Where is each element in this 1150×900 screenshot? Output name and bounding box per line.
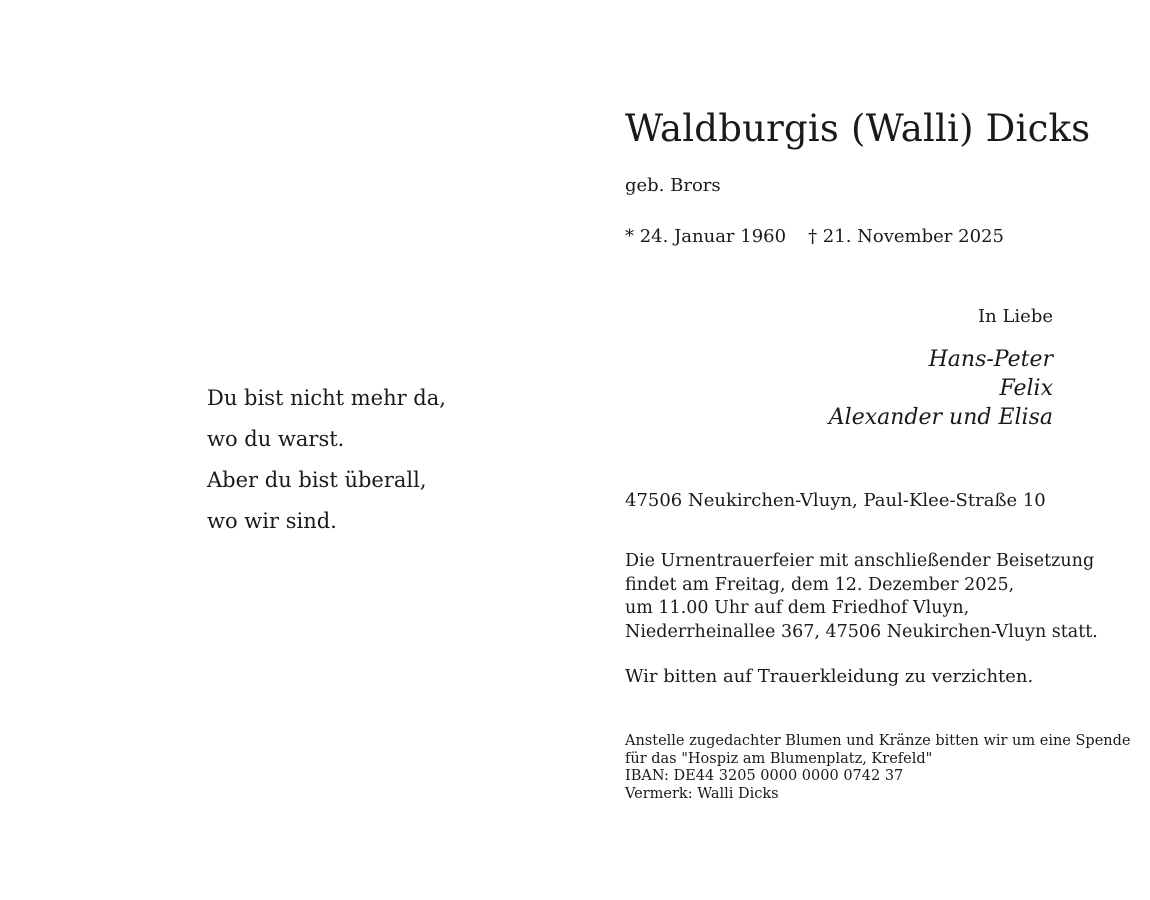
ceremony-line: um 11.00 Uhr auf dem Friedhof Vluyn,	[625, 598, 970, 618]
donation-line: für das "Hospiz am Blumenplatz, Krefeld"	[625, 750, 933, 767]
donation-line: IBAN: DE44 3205 0000 0000 0742 37	[625, 768, 904, 784]
poem-line: wo wir sind.	[207, 509, 337, 533]
donation-line: Anstelle zugedachter Blumen und Kränze bitten wir um eine Spende	[625, 733, 1131, 749]
mourner-name: Hans-Peter	[928, 347, 1053, 372]
donation-info	[625, 733, 1131, 803]
poem-line: wo du warst.	[207, 427, 345, 451]
family-address: 47506 Neukirchen-Vluyn, Paul-Klee-Straße 10	[625, 490, 1046, 511]
poem	[207, 378, 537, 542]
mourners-list	[829, 345, 1053, 432]
death-date: † 21. November 2025	[808, 226, 1004, 247]
birth-name: geb. Brors	[625, 175, 721, 196]
donation-line: Vermerk: Walli Dicks	[625, 785, 779, 802]
ceremony-line: Die Urnentrauerfeier mit anschließender Beisetzung	[625, 551, 1095, 571]
ceremony-info	[625, 550, 1098, 644]
life-dates	[625, 226, 1004, 247]
birth-date: * 24. Januar 1960	[625, 226, 787, 247]
poem-line: Aber du bist überall,	[207, 468, 427, 492]
ceremony-line: findet am Freitag, dem 12. Dezember 2025,	[625, 574, 1015, 595]
deceased-name: Waldburgis (Walli) Dicks	[625, 107, 1091, 150]
mourner-name: Felix	[999, 376, 1053, 401]
ceremony-line: Niederrheinallee 367, 47506 Neukirchen-Vluyn statt.	[625, 621, 1098, 642]
dress-note: Wir bitten auf Trauerkleidung zu verzichten.	[625, 666, 1034, 687]
mourners-intro: In Liebe	[978, 306, 1053, 327]
mourner-name: Alexander und Elisa	[828, 405, 1053, 430]
poem-line: Du bist nicht mehr da,	[207, 386, 446, 410]
